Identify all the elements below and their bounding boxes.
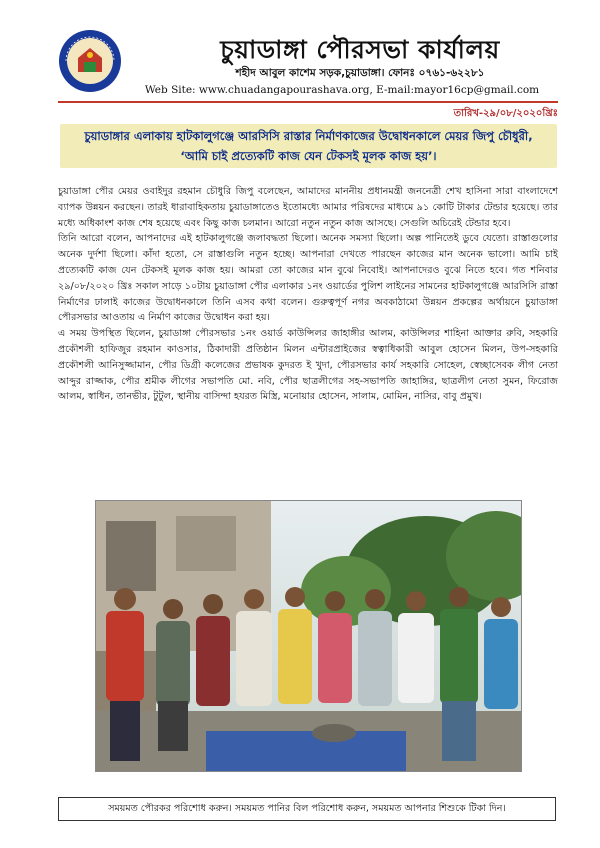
paragraph-2: তিনি আরো বলেন, আপনাদের এই হাটকালুগঞ্জে জলাবদ্ধতা ছিলো। অনেক সমস্যা ছিলো। অল্প পানিতেই ডুবে যেতো। রাস্তাগুলোর অনেক দুর্দশা ছিলো। কাঁদা হতো, সে রাস্তাগুলি নতুন হচ্ছে। আপনারা দেখতে পারছেন কাজের মান অনেক ভালো। আমি চাই প্রত্যেকটি কাজ যেন টেকসই মূলক কাজ হয়। আমরা তো কাজের মান বুঝে নিবোই। আপনাদেরও বুঝে নিতে হবে। গত শনিবার ২৯/০৮/২০২০ খ্রিঃ সকাল সাড়ে ১০টায় চুয়াডাঙ্গা পৌর এলাকার ১নং ওয়ার্ডের পুলিশ লাইনের সামনের হাটকালুগঞ্জে আরসিসি রাস্তা নির্মাণের ঢালাই কাজের উদ্বোধনকালে তিনি এসব কথা বলেন। গুরুত্বপূর্ণ নগর অবকাঠামো উন্নয়ন প্রকল্পের অর্থায়নে চুয়াডাঙ্গা পৌরসভার আওতায় এ নির্মাণ কাজের উদ্বোধন করা হয়। — [58, 233, 558, 324]
paragraph-3: এ সময় উপস্থিত ছিলেন, চুয়াডাঙ্গা পৌরসভার ১নং ওয়ার্ড কাউন্সিলর জাহাঙ্গীর আলম, কাউন্সিলর শাহিনা আক্তার রুবি, সহকারি প্রকৌশলী হাফিজুর রহমান কাওসার, ঠিকাদারী প্রতিষ্ঠান মিলন এন্টারপ্রাইজের স্বত্বাধিকারী আবুল হোসেন মিলন, উপ-সহকারি প্রকৌশলী আনিসুজ্জামান, পৌর ডিগ্রী কলেজের প্রভাষক কুদরত ই খুদা, পৌরসভার কার্য সহকারি সোহেল, স্বেচ্ছাসেবক লীগ নেতা আব্দুর রাজ্জাক, পৌর শ্রমীক লীগের সভাপতি মো. নবি, পৌর ছাত্রলীগের সহ-সভাপতি জাহাঙ্গির, ছাত্রলীগ নেতা সুমন, ফিরোজ আলম, স্বাধিন, তানভীর, টুটুল, স্থানীয় বাসিন্দা হযরত মিস্ত্রি, মনোয়ার হোসেন, সালাম, মোমিন, নাসির, বাবু প্রমুখ। — [58, 328, 558, 403]
municipality-logo — [58, 28, 122, 94]
paragraph-1: চুয়াডাঙ্গা পৌর মেয়র ওবাইদুর রহমান চৌধুরি জিপু বলেছেন, আমাদের মাননীয় প্রধানমন্ত্রী জননেত্রী শেখ হাসিনা সারা বাংলাদেশে ব্যাপক উন্নয়ন করছেন। তারই ধারাবাহিকতায় চুয়াডাঙ্গাতেও ইতোমধ্যে আমার পরিষদের মাধ্যমে ৯১ কোটি টাকার টেন্ডার হয়েছে। তার মধ্যে অধিকাংশ কাজ শেষ হয়েছে এবং কিছু কাজ চলমান। আরো নতুন নতুন কাজ আসছে। সেগুলি অচিরেই টেন্ডার হবে। — [58, 186, 558, 229]
office-address: শহীদ আবুল কাশেম সড়ক,চুয়াডাঙ্গা। ফোনঃ ০৭৬১-৬২২৮১ — [235, 67, 485, 79]
footer-notice: সময়মত পৌরকর পরিশোধ করুন। সময়মত পানির বিল পরিশোধ করুন, সময়মত আপনার শিশুকে টিকা দিন। — [58, 797, 556, 821]
document-date: তারিখ-২৯/০৮/২০২০খ্রিঃ — [453, 108, 558, 119]
headline-line-2: ‘আমি চাই প্রত্যেকটি কাজ যেন টেকসই মূলক কাজ হয়’। — [180, 149, 437, 163]
office-web-email: Web Site: www.chuadangapourashava.org, E-mail:mayor16cp@gmail.com — [144, 84, 540, 96]
event-photo — [95, 500, 522, 772]
headline-line-1: চুয়াডাঙ্গার এলাকায় হাটকালুগঞ্জে আরসিসি রাস্তার নির্মাণকাজের উদ্বোধনকালে মেয়র জিপু চৌধুরী, — [84, 129, 533, 143]
office-title: চুয়াডাঙ্গা পৌরসভা কার্যালয় — [220, 35, 500, 64]
headline-box — [60, 124, 557, 168]
article-body — [58, 184, 558, 405]
header-divider — [58, 101, 558, 103]
